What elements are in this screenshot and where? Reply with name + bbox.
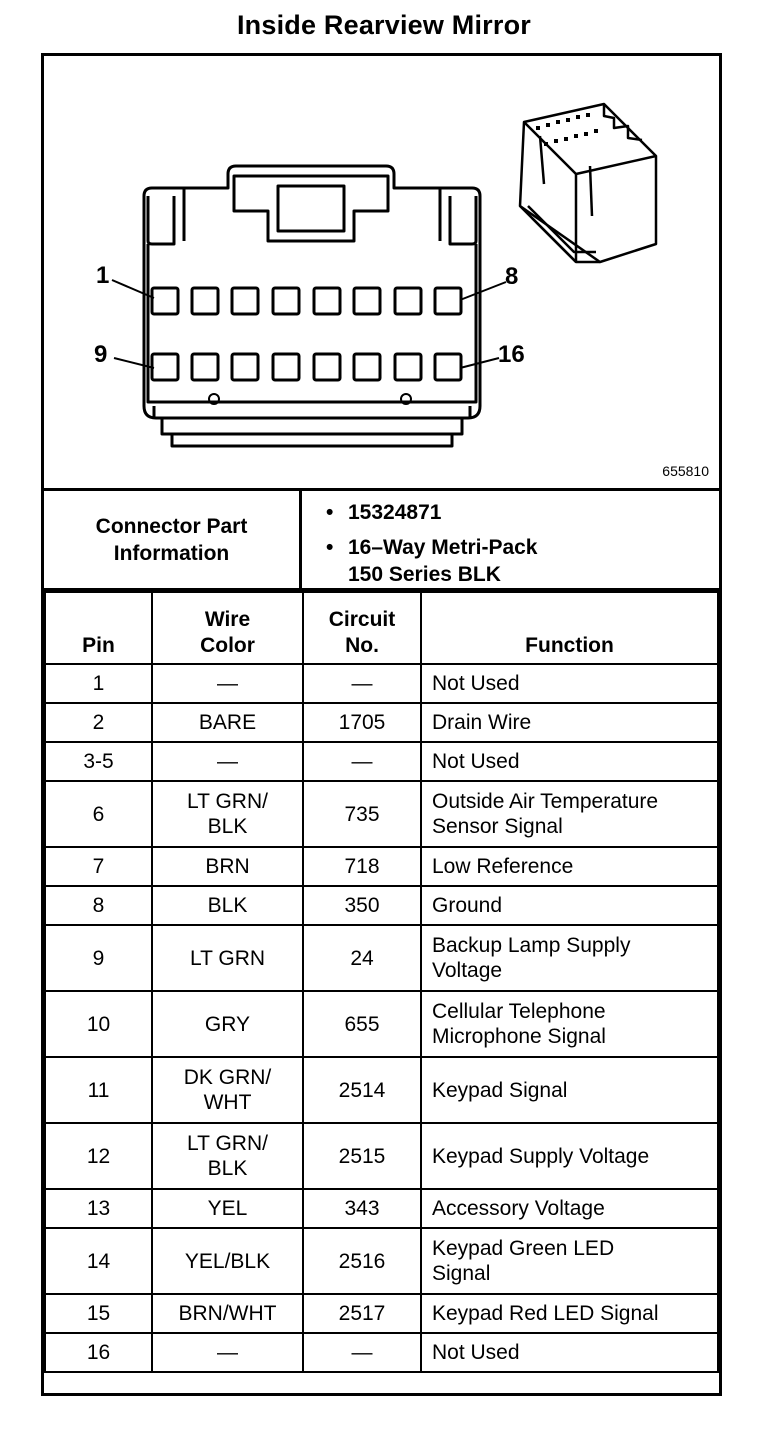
pin-cell: 3-5 (45, 742, 152, 781)
page-title: Inside Rearview Mirror (236, 10, 531, 40)
function-cell: Keypad Red LED Signal (421, 1294, 718, 1333)
pin-cell: 2 (45, 703, 152, 742)
function-cell: Ground (421, 886, 718, 925)
pin-cell: 9 (45, 925, 152, 991)
table-row (45, 703, 718, 742)
circuit-cell: 2516 (303, 1228, 421, 1294)
wire-color-cell: LT GRN (152, 925, 303, 991)
pin-cell: 14 (45, 1228, 152, 1294)
pin-cell: 13 (45, 1189, 152, 1228)
table-row (45, 1123, 718, 1189)
wire-color-cell: LT GRN/ BLK (152, 1123, 303, 1189)
table-row (45, 925, 718, 991)
wire-color-cell: BRN/WHT (152, 1294, 303, 1333)
wire-color-cell: YEL (152, 1189, 303, 1228)
function-cell: Keypad Signal (421, 1057, 718, 1123)
table-row (45, 886, 718, 925)
pin-cell: 11 (45, 1057, 152, 1123)
pin-cell: 8 (45, 886, 152, 925)
pin-cell: 7 (45, 847, 152, 886)
function-cell: Outside Air Temperature Sensor Signal (421, 781, 718, 847)
circuit-cell: 718 (303, 847, 421, 886)
pin-label-9: 9 (94, 341, 108, 368)
pin-cell: 10 (45, 991, 152, 1057)
wire-color-cell: — (152, 664, 303, 703)
connector-info-values (302, 491, 719, 588)
connector-document-frame (41, 53, 722, 1396)
pin-table-body (45, 664, 718, 1372)
pin-label-16: 16 (498, 341, 525, 368)
circuit-cell: 350 (303, 886, 421, 925)
table-row (45, 742, 718, 781)
header-function: Function (421, 592, 718, 664)
table-row (45, 1294, 718, 1333)
function-cell: Keypad Green LED Signal (421, 1228, 718, 1294)
table-row (45, 1333, 718, 1372)
wire-color-cell: BRN (152, 847, 303, 886)
function-cell: Accessory Voltage (421, 1189, 718, 1228)
function-cell: Drain Wire (421, 703, 718, 742)
wire-color-cell: LT GRN/ BLK (152, 781, 303, 847)
figure-id: 655810 (662, 463, 709, 479)
pin-cell: 15 (45, 1294, 152, 1333)
header-pin: Pin (45, 592, 152, 664)
header-circuit-no: Circuit No. (303, 592, 421, 664)
circuit-cell: 735 (303, 781, 421, 847)
pin-cell: 12 (45, 1123, 152, 1189)
function-cell: Keypad Supply Voltage (421, 1123, 718, 1189)
pin-label-1: 1 (96, 262, 110, 289)
wire-color-cell: BLK (152, 886, 303, 925)
wire-color-cell: YEL/BLK (152, 1228, 303, 1294)
wire-color-cell: GRY (152, 991, 303, 1057)
bullet-icon: • (326, 536, 334, 559)
table-row (45, 781, 718, 847)
connector-diagram (44, 56, 719, 488)
function-cell: Not Used (421, 664, 718, 703)
table-row (45, 664, 718, 703)
circuit-cell: 2515 (303, 1123, 421, 1189)
circuit-cell: — (303, 664, 421, 703)
wire-color-cell: DK GRN/ WHT (152, 1057, 303, 1123)
circuit-cell: 24 (303, 925, 421, 991)
function-cell: Cellular Telephone Microphone Signal (421, 991, 718, 1057)
connector-info-label-line1: Connector Part (95, 514, 248, 538)
pin-cell: 1 (45, 664, 152, 703)
pin-cell: 6 (45, 781, 152, 847)
table-row (45, 991, 718, 1057)
connector-part-info (44, 488, 719, 591)
connector-info-label-line2: Information (113, 541, 230, 565)
bullet-icon: • (326, 501, 334, 524)
wire-color-cell: BARE (152, 703, 303, 742)
connector-type-item (326, 534, 719, 588)
connector-info-label (44, 491, 302, 588)
connector-face-drawing (44, 56, 719, 488)
header-wire-color: Wire Color (152, 592, 303, 664)
pin-table (44, 591, 719, 1373)
circuit-cell: 2517 (303, 1294, 421, 1333)
table-row (45, 1228, 718, 1294)
part-number: 15324871 (348, 501, 442, 524)
function-cell: Backup Lamp Supply Voltage (421, 925, 718, 991)
circuit-cell: 343 (303, 1189, 421, 1228)
pin-label-8: 8 (505, 263, 519, 290)
pin-table-header (45, 592, 718, 664)
wire-color-cell: — (152, 1333, 303, 1372)
circuit-cell: 655 (303, 991, 421, 1057)
wire-color-cell: — (152, 742, 303, 781)
pin-cell: 16 (45, 1333, 152, 1372)
table-row (45, 1057, 718, 1123)
connector-type-line1: 16–Way Metri-Pack (348, 536, 538, 559)
function-cell: Not Used (421, 742, 718, 781)
connector-type-line2: 150 Series BLK (348, 563, 501, 586)
table-row (45, 847, 718, 886)
part-number-item (326, 499, 719, 526)
circuit-cell: — (303, 742, 421, 781)
circuit-cell: 2514 (303, 1057, 421, 1123)
circuit-cell: 1705 (303, 703, 421, 742)
circuit-cell: — (303, 1333, 421, 1372)
table-row (45, 1189, 718, 1228)
function-cell: Not Used (421, 1333, 718, 1372)
function-cell: Low Reference (421, 847, 718, 886)
